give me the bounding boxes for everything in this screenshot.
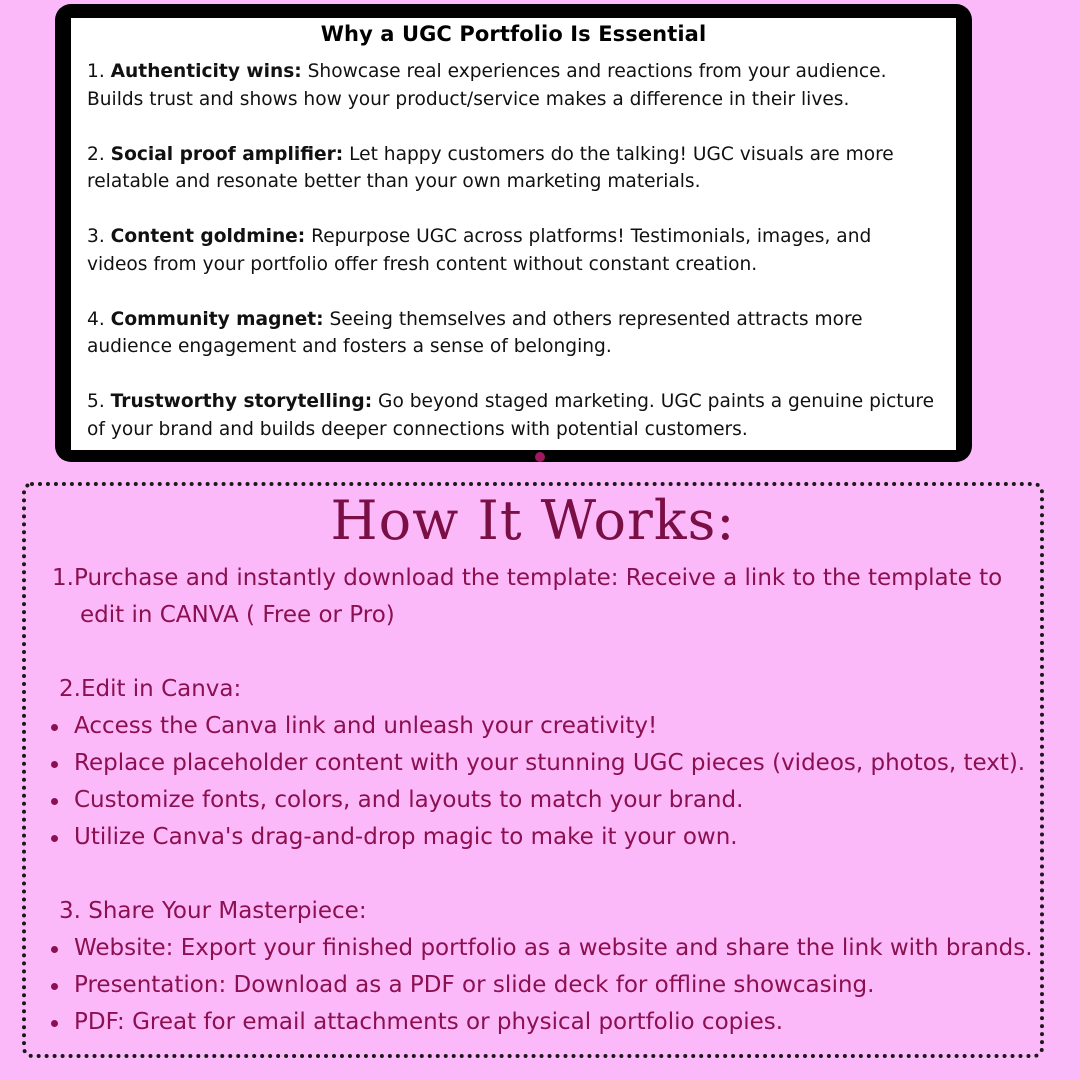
step-3-bullet: PDF: Great for email attachments or physical portfolio copies.: [26, 1004, 1040, 1041]
reason-text: Showcase real experiences and reactions from your audience. Builds trust and shows how your product/service makes a difference in their lives.: [87, 61, 887, 110]
step-1-text: Purchase and instantly download the template: Receive a link to the template to: [74, 565, 1003, 591]
reason-heading: Content goldmine:: [110, 226, 306, 247]
step-2-bullet: Customize fonts, colors, and layouts to match your brand.: [26, 782, 1040, 819]
reason-number: 3.: [87, 226, 105, 247]
reason-text: Go beyond staged marketing. UGC paints a genuine picture of your brand and builds deeper connections with potential customers.: [87, 391, 935, 440]
step-1-continued: [26, 597, 1040, 634]
step-2-bullet: Access the Canva link and unleash your creativity!: [26, 708, 1040, 745]
reason-heading: Community magnet:: [110, 308, 324, 330]
reason-heading: Social proof amplifier:: [110, 143, 344, 165]
reason-item: [87, 388, 936, 443]
step-1-text-continued: edit in CANVA ( Free or Pro): [80, 602, 395, 628]
reason-item: [87, 306, 936, 361]
tablet-camera-dot: [535, 452, 545, 462]
step-3-heading: 3. Share Your Masterpiece:: [59, 898, 367, 924]
reason-number: 4.: [87, 308, 105, 330]
how-it-works-panel: [22, 482, 1044, 1058]
step-3-bullet: Presentation: Download as a PDF or slide deck for offline showcasing.: [26, 967, 1040, 1004]
step-3-bullet: Website: Export your finished portfolio as a website and share the link with brands.: [26, 930, 1040, 967]
step-2-heading: 2.Edit in Canva:: [59, 676, 242, 702]
reason-number: 5.: [87, 391, 105, 412]
reason-item: [87, 223, 936, 278]
reason-text: Let happy customers do the talking! UGC visuals are more relatable and resonate better than your own marketing materials.: [87, 143, 894, 192]
reason-item: [87, 58, 936, 113]
tablet-frame: [55, 4, 972, 462]
reason-item: [87, 141, 936, 196]
how-it-works-body: [26, 560, 1040, 1041]
step-1-number: 1.: [52, 565, 74, 591]
step-2-bullet: Replace placeholder content with your stunning UGC pieces (videos, photos, text).: [26, 745, 1040, 782]
step-1: [26, 560, 1040, 597]
how-it-works-title: How It Works:: [330, 489, 736, 552]
reason-text: Repurpose UGC across platforms! Testimonials, images, and videos from your portfolio offer fresh content without constant creation.: [87, 226, 872, 275]
reason-text: Seeing themselves and others represented attracts more audience engagement and fosters a sense of belonging.: [87, 308, 863, 357]
step-2-bullet: Utilize Canva's drag-and-drop magic to make it your own.: [26, 819, 1040, 856]
reason-number: 2.: [87, 143, 105, 165]
reason-list: [71, 58, 956, 443]
tablet-screen: [71, 18, 956, 450]
tablet-title: Why a UGC Portfolio Is Essential: [320, 22, 707, 46]
reason-heading: Trustworthy storytelling:: [110, 391, 373, 412]
reason-number: 1.: [87, 61, 105, 82]
reason-heading: Authenticity wins:: [110, 61, 302, 82]
